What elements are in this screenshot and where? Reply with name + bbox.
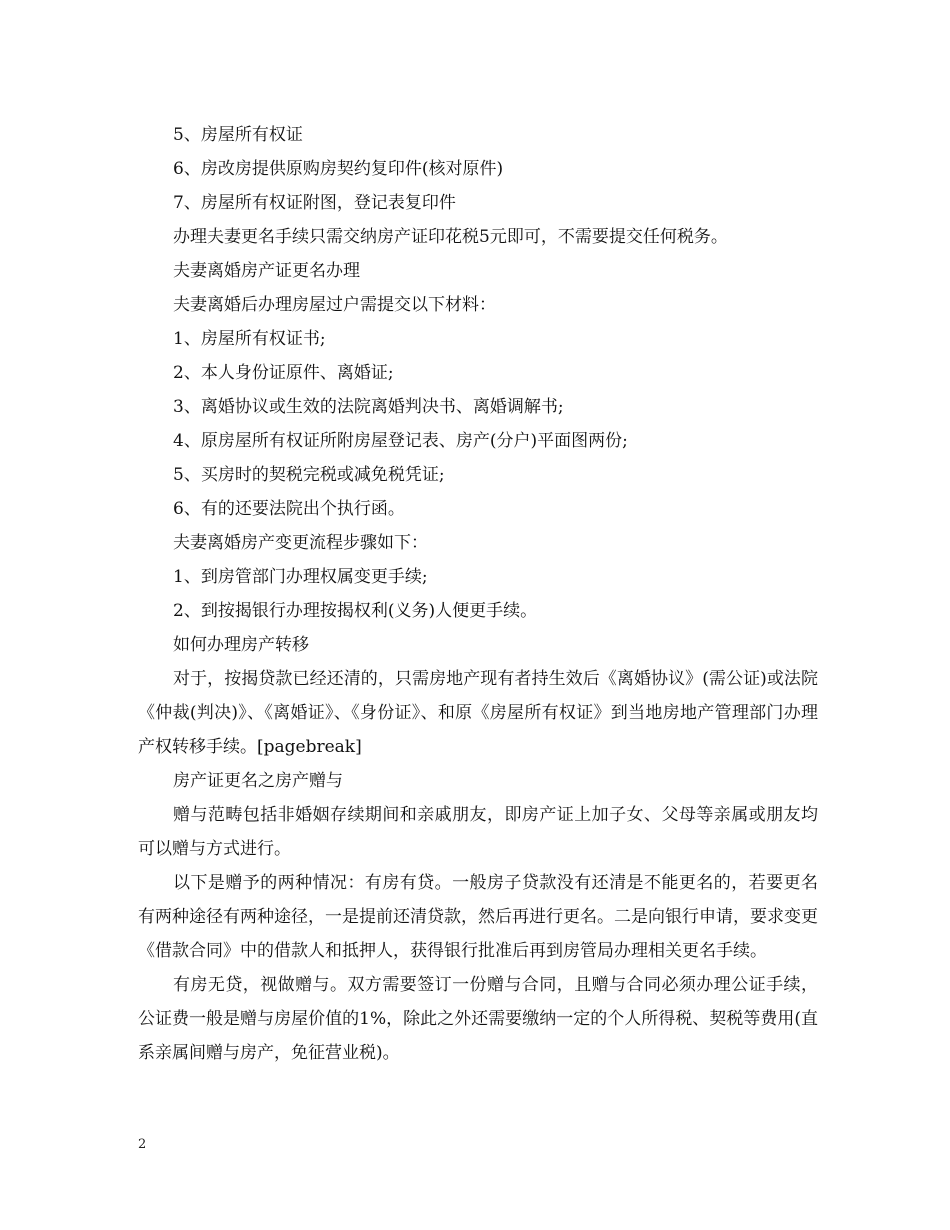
paragraph-with-loan: 以下是赠予的两种情况：有房有贷。一般房子贷款没有还清是不能更名的，若要更名有两种途径有两种途径，一是提前还清贷款，然后再进行更名。二是向银行申请，要求变更《借款合同》中的借款人和抵押人，获得银行批准后再到房管局办理相关更名手续。 [138,873,818,961]
text-line: 夫妻离婚房产变更流程步骤如下： [173,533,428,553]
paragraph-gift-scope: 赠与范畴包括非婚姻存续期间和亲戚朋友，即房产证上加子女、父母等亲属或朋友均可以赠与方式进行。 [138,805,818,859]
list-item: 2、到按揭银行办理按揭权利(义务)人便更手续。 [173,601,538,621]
list-item: 2、本人身份证原件、离婚证; [173,363,394,383]
document-body [138,118,818,1070]
section-heading: 如何办理房产转移 [173,635,309,655]
section-heading: 房产证更名之房产赠与 [173,771,343,791]
paragraph-transfer: 对于，按揭贷款已经还清的，只需房地产现有者持生效后《离婚协议》(需公证)或法院《仲裁(判决)》、《离婚证》、《身份证》、和原《房屋所有权证》到当地房地产管理部门办理产权转移手续。[pagebreak] [138,669,818,757]
text-line: 办理夫妻更名手续只需交纳房产证印花税5元即可，不需要提交任何税务。 [173,227,728,247]
text-line: 6、房改房提供原购房契约复印件(核对原件) [173,159,504,179]
text-line: 5、房屋所有权证 [173,125,303,145]
list-item: 5、买房时的契税完税或减免税凭证; [173,465,445,485]
list-item: 1、到房管部门办理权属变更手续; [173,567,428,587]
page-number: 2 [138,1137,147,1152]
text-line: 7、房屋所有权证附图，登记表复印件 [173,193,456,213]
text-line: 夫妻离婚后办理房屋过户需提交以下材料： [173,295,496,315]
paragraph-no-loan: 有房无贷，视做赠与。双方需要签订一份赠与合同，且赠与合同必须办理公证手续，公证费一般是赠与房屋价值的1%，除此之外还需要缴纳一定的个人所得税、契税等费用(直系亲属间赠与房产，免征营业税)。 [138,975,818,1063]
list-item: 6、有的还要法院出个执行函。 [173,499,405,519]
list-item: 3、离婚协议或生效的法院离婚判决书、离婚调解书; [173,397,564,417]
list-item: 4、原房屋所有权证所附房屋登记表、房产(分户)平面图两份; [173,431,628,451]
list-item: 1、房屋所有权证书; [173,329,326,349]
section-heading: 夫妻离婚房产证更名办理 [173,261,360,281]
